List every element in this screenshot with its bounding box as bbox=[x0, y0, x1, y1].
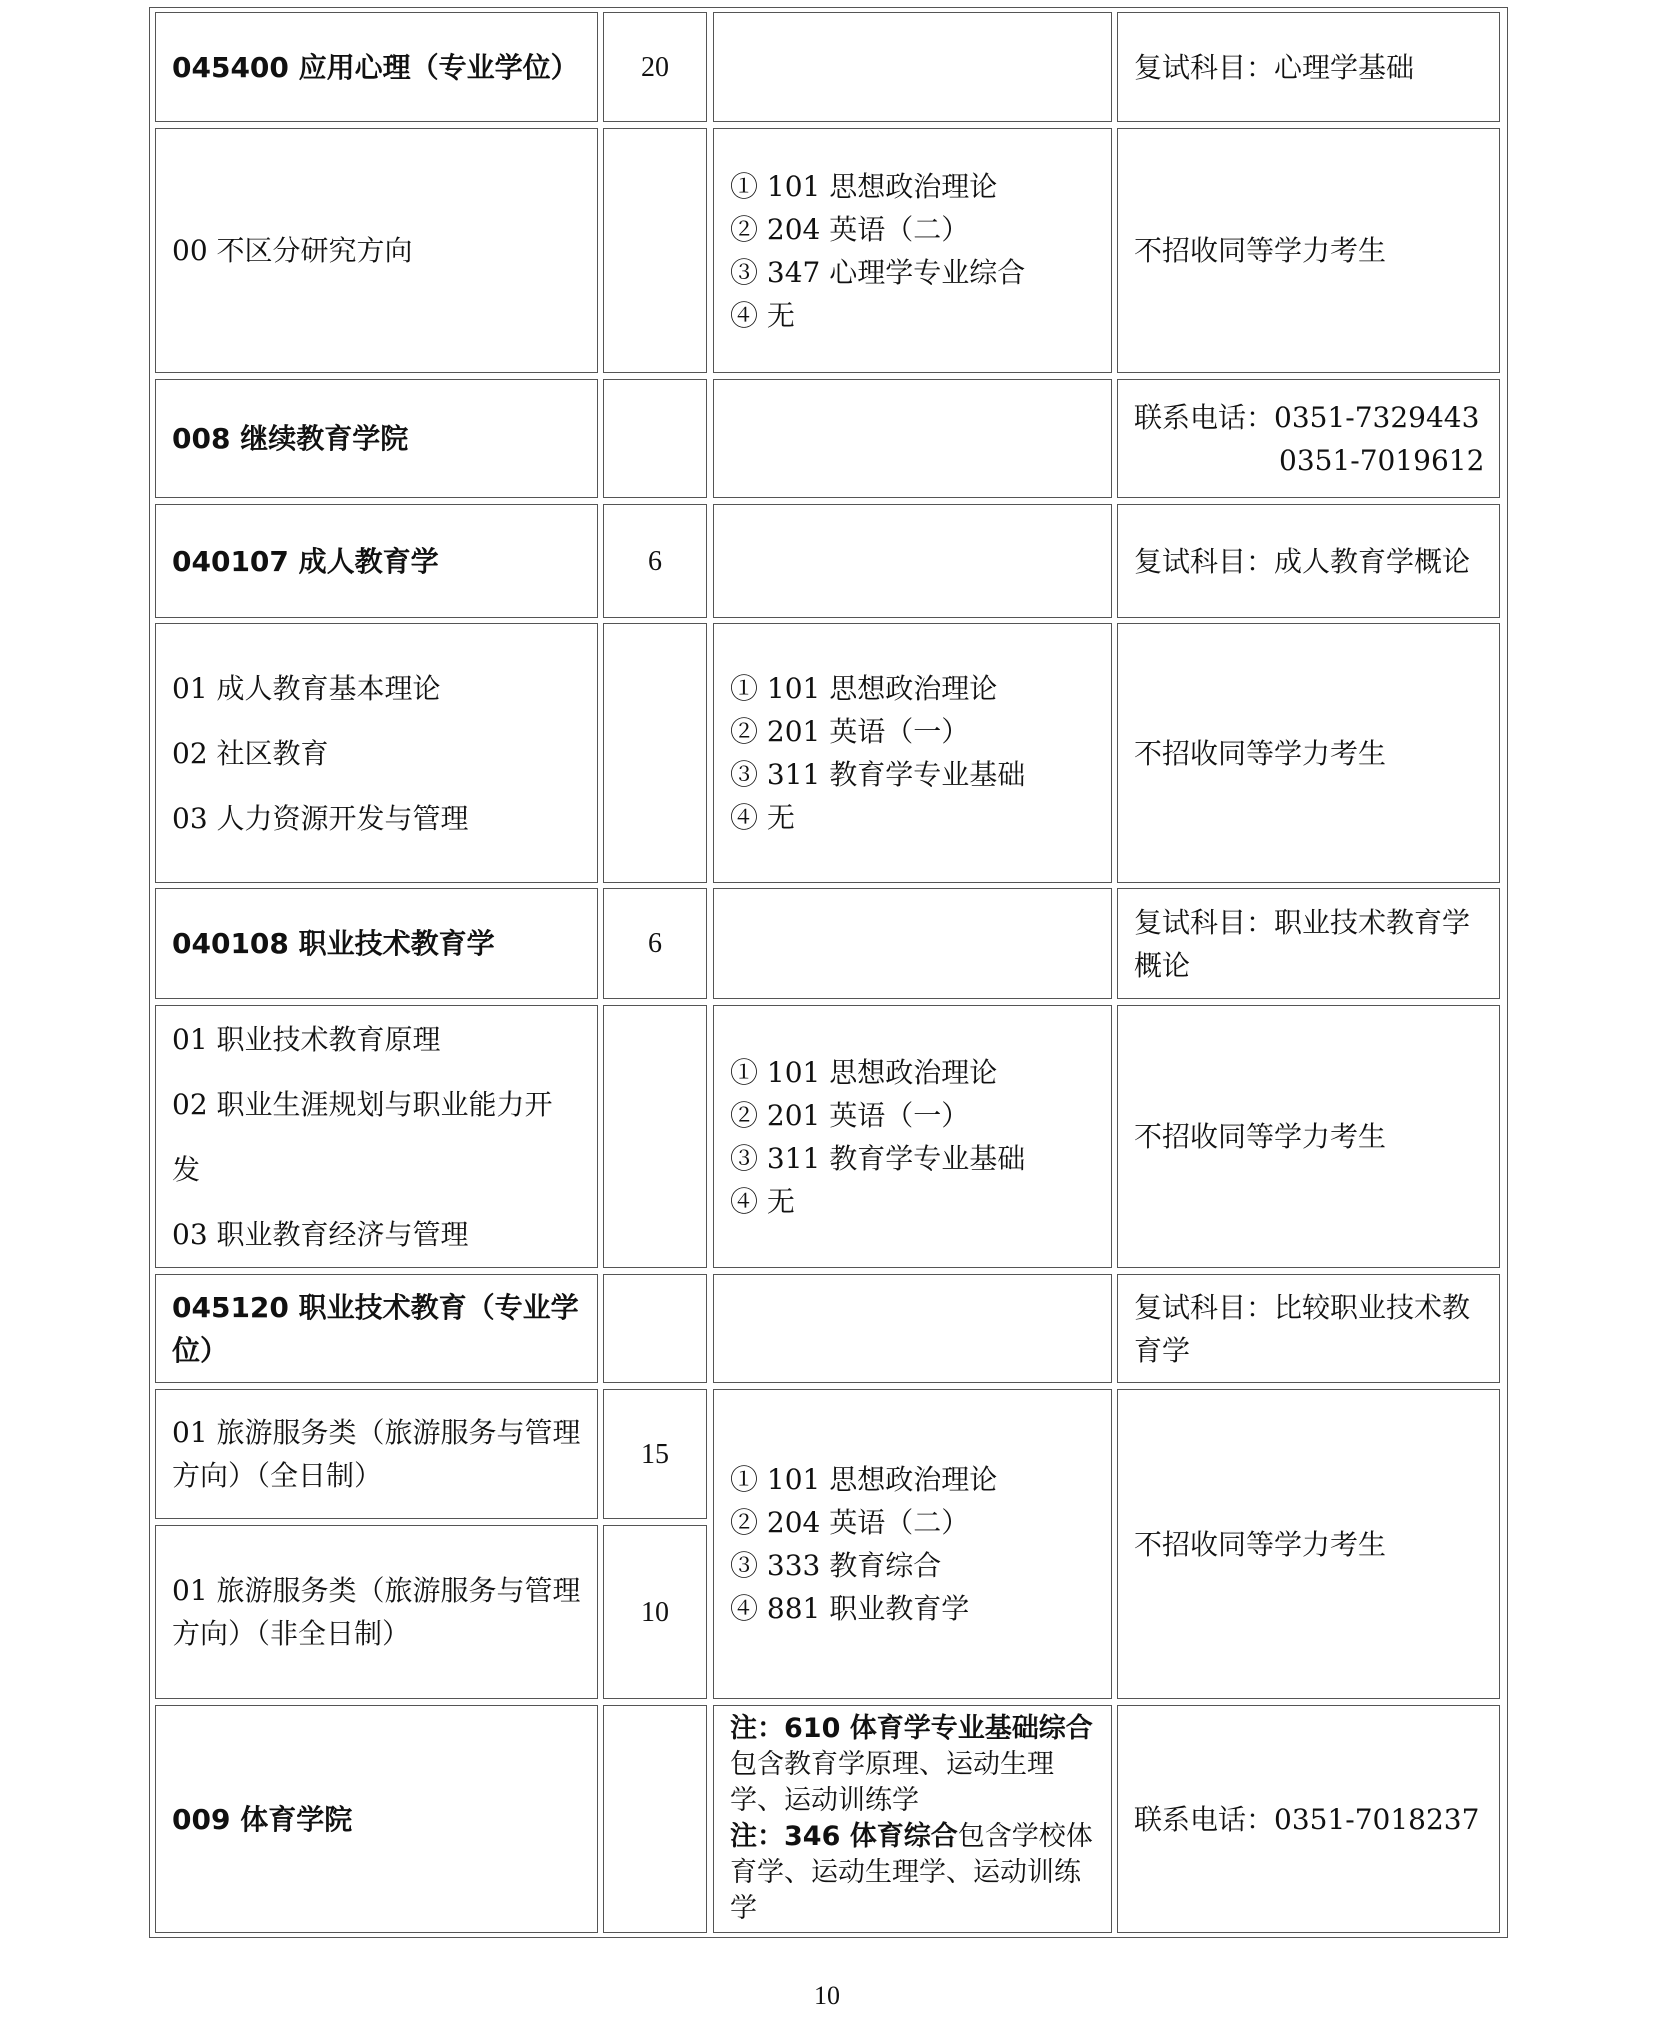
program-name-cell bbox=[155, 504, 598, 618]
contact-phone: 联系电话：0351-7018237 bbox=[1134, 1802, 1480, 1836]
contact-phone: 0351-7019612 bbox=[1279, 443, 1485, 477]
quota-cell bbox=[603, 623, 707, 883]
exam-subject: ② 201 英语（一） bbox=[730, 1098, 970, 1132]
quota-cell bbox=[603, 504, 707, 618]
quota-cell bbox=[603, 1525, 707, 1699]
note-cell bbox=[1117, 12, 1500, 122]
exam-cell bbox=[713, 888, 1112, 999]
program-name-cell bbox=[155, 12, 598, 122]
exam-cell bbox=[713, 12, 1112, 122]
direction-cell bbox=[155, 1005, 598, 1268]
quota-cell bbox=[603, 1705, 707, 1933]
remark: 不招收同等学力考生 bbox=[1134, 1120, 1387, 1153]
direction-cell bbox=[155, 1525, 598, 1699]
direction-item: 01 旅游服务类（旅游服务与管理方向）（全日制） bbox=[172, 1416, 581, 1492]
exam-subject: ③ 311 教育学专业基础 bbox=[730, 758, 1026, 791]
note-cell bbox=[1117, 504, 1500, 618]
program-name: 040107 成人教育学 bbox=[172, 544, 439, 578]
exam-subject: ① 101 思想政治理论 bbox=[730, 169, 998, 203]
retest-subject: 复试科目：职业技术教育学概论 bbox=[1134, 905, 1471, 982]
exam-note-1-detail: 包含教育学原理、运动生理学、运动训练学 bbox=[730, 1749, 1054, 1816]
exam-cell bbox=[713, 1274, 1112, 1383]
exam-subject: ③ 311 教育学专业基础 bbox=[730, 1141, 1026, 1175]
exam-cell bbox=[713, 1005, 1112, 1268]
direction-item: 01 成人教育基本理论 bbox=[172, 671, 441, 705]
exam-cell bbox=[713, 623, 1112, 883]
exam-subject: ② 204 英语（二） bbox=[730, 1506, 970, 1539]
note-cell bbox=[1117, 888, 1500, 999]
quota-cell bbox=[603, 888, 707, 999]
retest-subject: 复试科目：成人教育学概论 bbox=[1134, 544, 1471, 578]
program-name: 045400 应用心理（专业学位） bbox=[172, 50, 579, 84]
direction-item: 01 旅游服务类（旅游服务与管理方向）（非全日制） bbox=[172, 1574, 581, 1650]
remark: 不招收同等学力考生 bbox=[1134, 1527, 1387, 1561]
note-cell bbox=[1117, 1274, 1500, 1383]
direction-item: 03 职业教育经济与管理 bbox=[172, 1217, 469, 1251]
exam-cell bbox=[713, 1389, 1112, 1699]
direction-item: 发 bbox=[172, 1152, 201, 1186]
exam-note-1-title: 注：610 体育学专业基础综合 bbox=[730, 1713, 1093, 1744]
remark: 不招收同等学力考生 bbox=[1134, 234, 1387, 267]
exam-note-1 bbox=[730, 1711, 1101, 1819]
note-cell bbox=[1117, 128, 1500, 373]
exam-subject: ① 101 思想政治理论 bbox=[730, 672, 998, 705]
quota-value: 20 bbox=[641, 51, 669, 83]
quota-cell bbox=[603, 1389, 707, 1519]
contact-cell bbox=[1117, 1705, 1500, 1933]
college-name-cell bbox=[155, 379, 598, 498]
exam-subject: ② 204 英语（二） bbox=[730, 212, 970, 246]
program-name: 045120 职业技术教育（专业学位） bbox=[172, 1290, 579, 1367]
note-cell bbox=[1117, 1389, 1500, 1699]
quota-value: 6 bbox=[648, 545, 662, 577]
direction-item: 02 社区教育 bbox=[172, 736, 329, 770]
exam-subject: ① 101 思想政治理论 bbox=[730, 1463, 998, 1496]
program-name-cell bbox=[155, 1274, 598, 1383]
exam-note-cell bbox=[713, 1705, 1112, 1933]
program-name: 040108 职业技术教育学 bbox=[172, 927, 495, 960]
exam-subject: ④ 无 bbox=[730, 298, 795, 332]
page-number: 10 bbox=[814, 1981, 840, 2010]
exam-cell bbox=[713, 128, 1112, 373]
direction-item: 01 职业技术教育原理 bbox=[172, 1022, 441, 1056]
direction-item: 02 职业生涯规划与职业能力开 bbox=[172, 1087, 553, 1121]
direction-cell bbox=[155, 128, 598, 373]
direction-item: 03 人力资源开发与管理 bbox=[172, 801, 469, 835]
retest-subject: 复试科目：心理学基础 bbox=[1134, 50, 1415, 84]
exam-subject: ④ 无 bbox=[730, 801, 795, 834]
exam-subject: ① 101 思想政治理论 bbox=[730, 1055, 998, 1089]
exam-subject: ④ 881 职业教育学 bbox=[730, 1592, 970, 1625]
quota-cell bbox=[603, 1274, 707, 1383]
college-name: 008 继续教育学院 bbox=[172, 422, 409, 455]
exam-note-2-detail: 包含学校体育学、运动生理学、运动训练学 bbox=[730, 1821, 1093, 1924]
contact-phone: 联系电话：0351-7329443 bbox=[1134, 400, 1480, 434]
college-name: 009 体育学院 bbox=[172, 1802, 353, 1836]
quota-value: 15 bbox=[641, 1438, 669, 1470]
quota-cell bbox=[603, 128, 707, 373]
program-name-cell bbox=[155, 888, 598, 999]
exam-subject: ③ 333 教育综合 bbox=[730, 1549, 942, 1582]
quota-value: 10 bbox=[641, 1596, 669, 1628]
direction-cell bbox=[155, 623, 598, 883]
exam-cell bbox=[713, 379, 1112, 498]
exam-subject: ② 201 英语（一） bbox=[730, 715, 970, 748]
quota-value: 6 bbox=[648, 928, 662, 959]
quota-cell bbox=[603, 12, 707, 122]
contact-cell bbox=[1117, 379, 1500, 498]
college-name-cell bbox=[155, 1705, 598, 1933]
remark: 不招收同等学力考生 bbox=[1134, 736, 1387, 770]
exam-subject: ④ 无 bbox=[730, 1184, 795, 1218]
direction-item: 00 不区分研究方向 bbox=[172, 234, 413, 267]
note-cell bbox=[1117, 623, 1500, 883]
retest-subject: 复试科目：比较职业技术教育学 bbox=[1134, 1290, 1471, 1367]
quota-cell bbox=[603, 379, 707, 498]
note-cell bbox=[1117, 1005, 1500, 1268]
direction-cell bbox=[155, 1389, 598, 1519]
quota-cell bbox=[603, 1005, 707, 1268]
exam-note-2-title: 注：346 体育综合 bbox=[730, 1821, 958, 1852]
exam-subject: ③ 347 心理学专业综合 bbox=[730, 255, 1026, 289]
exam-note-2 bbox=[730, 1819, 1101, 1927]
exam-cell bbox=[713, 504, 1112, 618]
